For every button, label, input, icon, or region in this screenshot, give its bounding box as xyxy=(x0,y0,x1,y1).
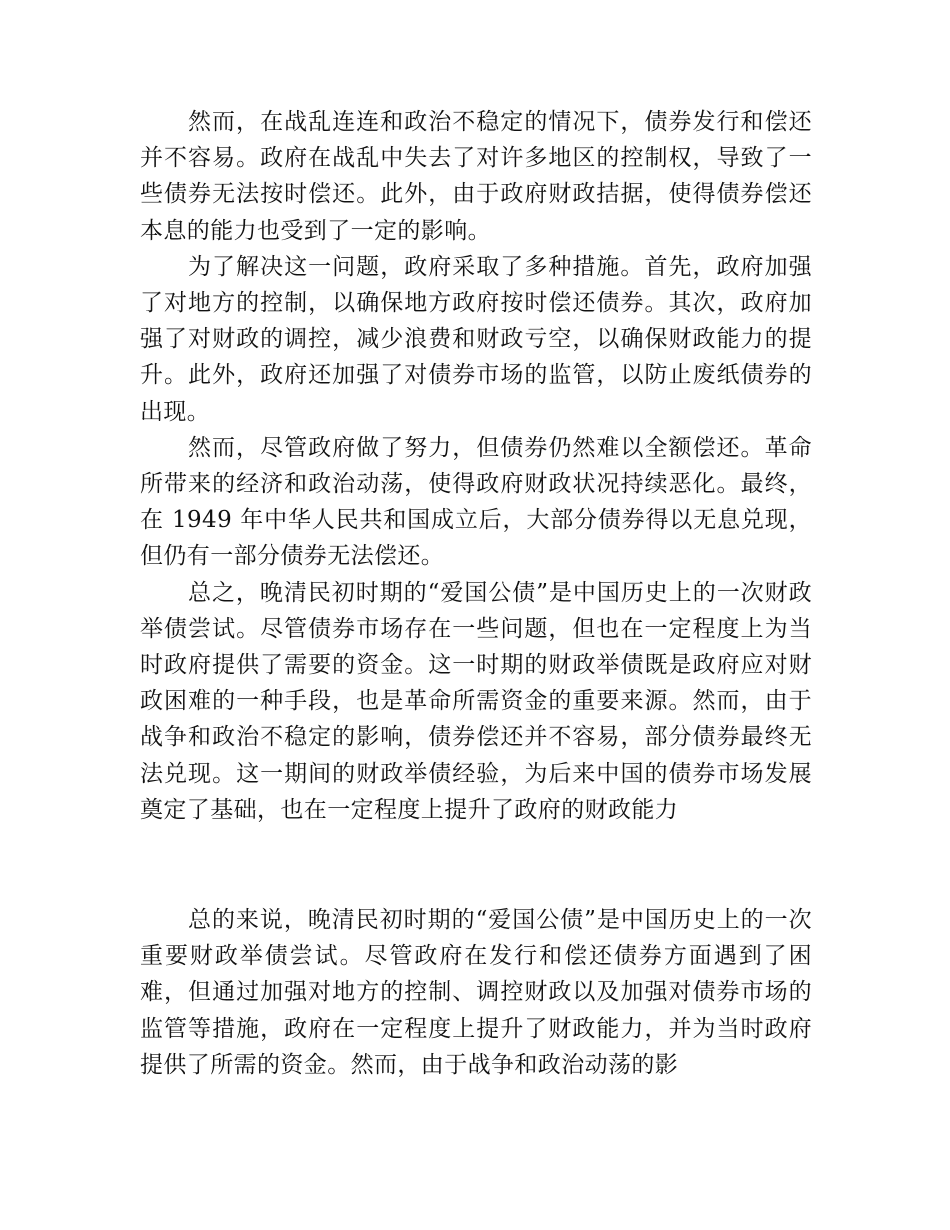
paragraph-repayment-outcome: 然而，尽管政府做了努力，但债券仍然难以全额偿还。革命所带来的经济和政治动荡，使得政府财政状况持续恶化。最终，在 1949 年中华人民共和国成立后，大部分债券得以无息兑现，但仍有一部分债券无法偿还。 xyxy=(140,434,812,570)
paragraph-government-measures: 为了解决这一问题，政府采取了多种措施。首先，政府加强了对地方的控制，以确保地方政府按时偿还债券。其次，政府加强了对财政的调控，减少浪费和财政亏空，以确保财政能力的提升。此外，政府还加强了对债券市场的监管，以防止废纸债券的出现。 xyxy=(140,253,812,425)
text-section-conclusion xyxy=(140,902,812,1083)
text-section-main xyxy=(140,104,812,828)
paragraph-summary: 总之，晚清民初时期的“爱国公债”是中国历史上的一次财政举债尝试。尽管债券市场存在一些问题，但也在一定程度上为当时政府提供了需要的资金。这一时期的财政举债既是政府应对财政困难的一种手段，也是革命所需资金的重要来源。然而，由于战争和政治不稳定的影响，债券偿还并不容易，部分债券最终无法兑现。这一期间的财政举债经验，为后来中国的债券市场发展奠定了基础，也在一定程度上提升了政府的财政能力 xyxy=(140,579,812,823)
paragraph-conclusion: 总的来说，晚清民初时期的“爱国公债”是中国历史上的一次重要财政举债尝试。尽管政府在发行和偿还债券方面遇到了困难，但通过加强对地方的控制、调控财政以及加强对债券市场的监管等措施，政府在一定程度上提升了财政能力，并为当时政府提供了所需的资金。然而，由于战争和政治动荡的影 xyxy=(140,907,812,1078)
paragraph-repayment-difficulty: 然而，在战乱连连和政治不稳定的情况下，债券发行和偿还并不容易。政府在战乱中失去了对许多地区的控制权，导致了一些债券无法按时偿还。此外，由于政府财政拮据，使得债券偿还本息的能力也受到了一定的影响。 xyxy=(140,109,812,244)
